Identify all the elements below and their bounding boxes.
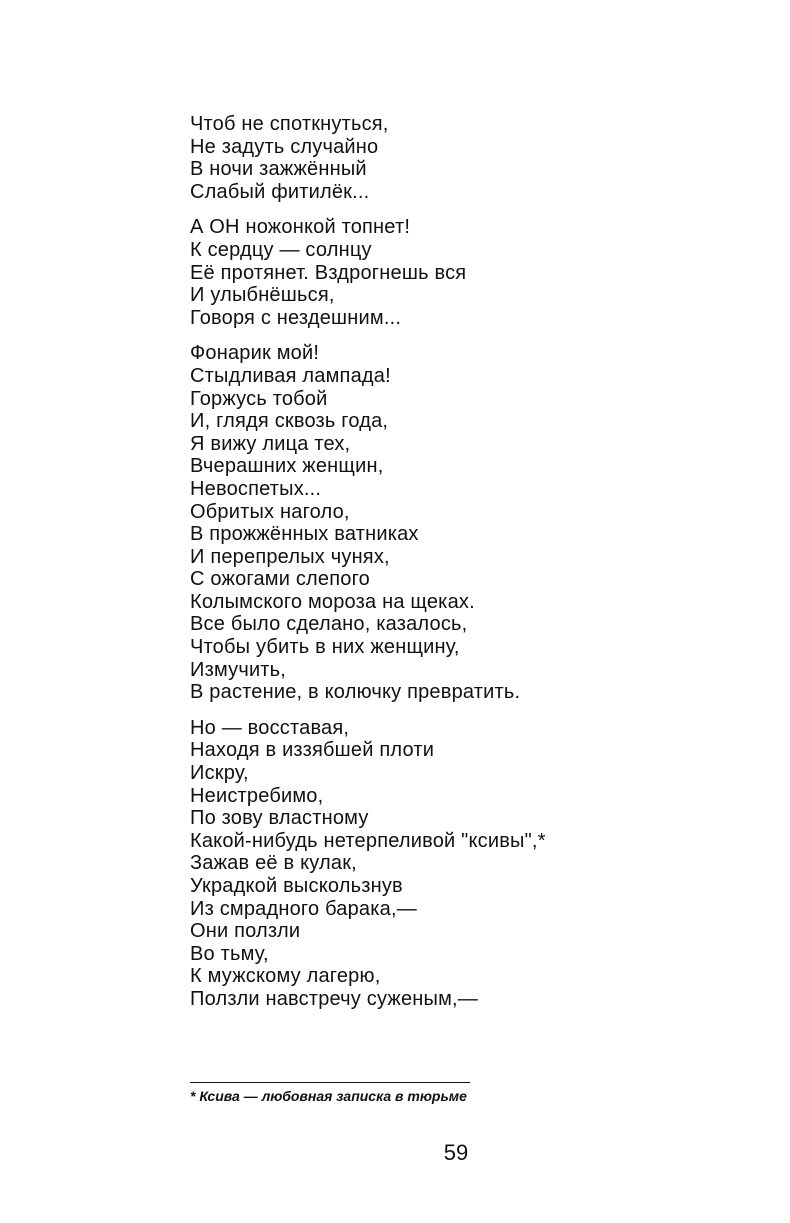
poem-line: А ОН ножонкой топнет! [190,216,411,239]
poem-line: В прожжённых ватниках [190,523,419,546]
poem-line: Все было сделано, казалось, [190,613,468,636]
poem-line: Находя в иззябшей плоти [190,739,435,762]
stanza-2 [190,216,750,329]
poem-line: Я вижу лица тех, [190,432,351,455]
poem-line: В растение, в колючку превратить. [190,681,521,704]
page-number: 59 [443,1140,469,1165]
poem-line: По зову властному [190,807,369,830]
poem-line: И перепрелых чунях, [190,545,390,568]
poem-line: В ночи зажжённый [190,158,367,181]
poem-line: Не задуть случайно [190,135,379,158]
poem-line: Ползли навстречу суженым,— [190,987,479,1010]
poem-line: Во тьму, [190,942,269,965]
poem-line: Они ползли [190,920,301,943]
poem-line: Измучить, [190,658,287,681]
poem-line: Чтобы убить в них женщину, [190,636,460,659]
poem-line: Украдкой выскользнув [190,875,403,897]
poem-line: Слабый фитилёк... [190,180,370,203]
poem-line: К мужскому лагерю, [190,965,381,988]
poem-line: Искру, [190,762,249,785]
poem-line-with-footnote-mark: Какой-нибудь нетерпеливой "ксивы",* [190,829,546,852]
footnote-divider [190,1082,470,1083]
poem-line: Из смрадного барака,— [190,897,417,920]
poem-line: Её протянет. Вздрогнешь вся [190,261,467,284]
poem-line: И улыбнёшься, [190,284,335,307]
stanza-3 [190,342,750,704]
poem-text [190,113,750,1024]
poem-line: Горжусь тобой [190,387,328,410]
stanza-1 [190,113,750,203]
poem-line: Фонарик мой! [190,342,320,365]
poem-line: Неистребимо, [190,784,324,807]
poem-line: С ожогами слепого [190,568,370,591]
poem-line: Зажав её в кулак, [190,852,357,875]
poem-line: И, глядя сквозь года, [190,410,389,433]
poem-line: К сердцу — солнцу [190,238,372,261]
poem-line: Невоспетых... [190,477,322,500]
poem-line: Но — восставая, [190,716,350,739]
stanza-4 [190,717,750,1011]
poem-line: Чтоб не споткнуться, [190,113,389,135]
page-number-container [0,1140,790,1166]
footnote: * Ксива — любовная записка в тюрьме [190,1088,467,1104]
poem-line: Обритых наголо, [190,500,350,523]
poem-line: Стыдливая лампада! [190,364,391,387]
poem-line: Колымского мороза на щеках. [190,590,475,613]
poem-line: Говоря с нездешним... [190,306,402,329]
poem-line: Вчерашних женщин, [190,455,384,478]
